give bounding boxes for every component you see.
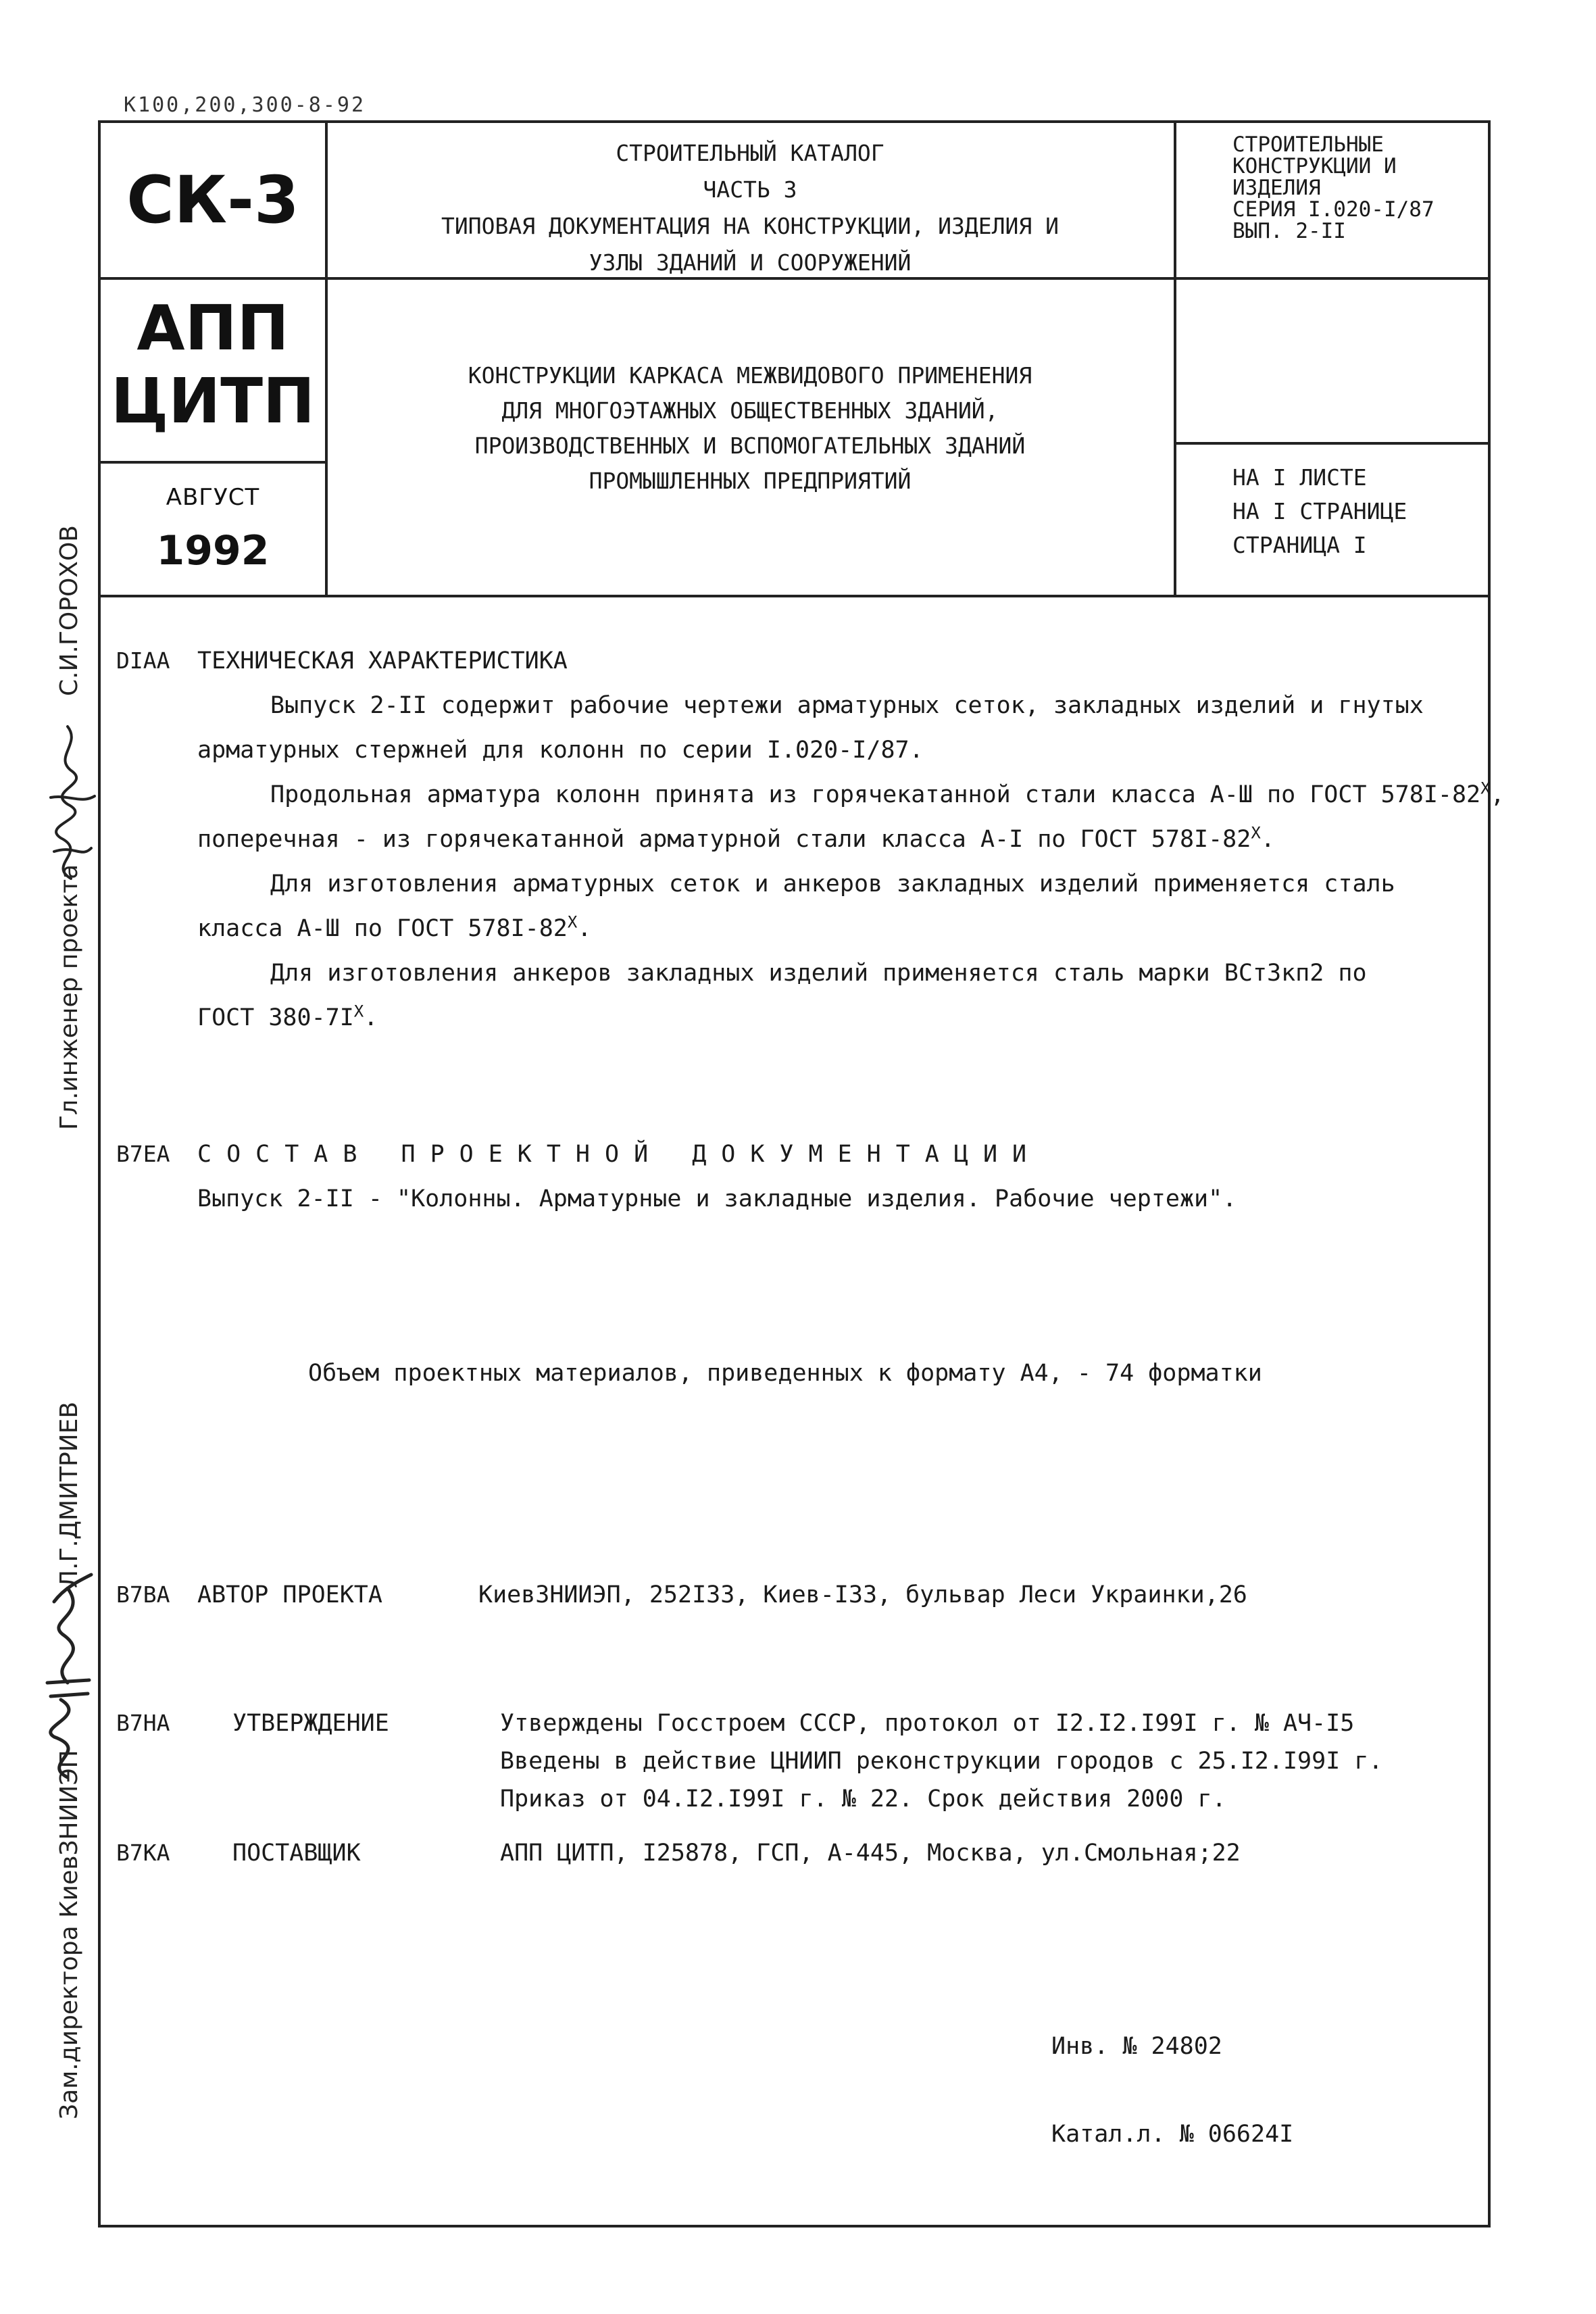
tech-text: ГОСТ 380-7I (197, 1004, 354, 1031)
volume-line: Объем проектных материалов, приведенных к формату А4, - 74 форматки (308, 1360, 1262, 1387)
tech-section-code: DIAA (116, 647, 170, 674)
series-block (1232, 134, 1476, 242)
tech-text: класса А-Ш по ГОСТ 578I-82 (197, 915, 568, 942)
supplier-code: В7КА (116, 1840, 170, 1866)
tech-paragraph-line: Для изготовления арматурных сеток и анкеров закладных изделий применяется сталь (270, 870, 1395, 897)
construction-title-block (328, 358, 1172, 499)
tech-superscript: Х (1251, 823, 1261, 843)
approval-label: УТВЕРЖДЕНИЕ (232, 1710, 389, 1737)
deputy-director-label: Зам.директора КиевЗНИИЭП (55, 1750, 83, 2119)
catalog-title-line: СТРОИТЕЛЬНЫЙ КАТАЛОГ (616, 140, 884, 166)
catalog-title-line: УЗЛЫ ЗДАНИЙ И СООРУЖЕНИЙ (589, 249, 912, 276)
series-line: СЕРИЯ I.020-I/87 (1232, 197, 1435, 222)
publisher-line-1: АПП (136, 292, 289, 364)
tech-paragraph-line: арматурных стержней для колонн по серии I.020-I/87. (197, 737, 924, 764)
catalog-sheet-number: Катал.л. № 06624I (1051, 2121, 1294, 2148)
series-line: ВЫП. 2-II (1232, 219, 1346, 243)
tech-paragraph-line (197, 824, 1481, 854)
supplier-label: ПОСТАВЩИК (232, 1840, 361, 1867)
composition-section-code: В7ЕА (116, 1141, 170, 1167)
header-top-line (98, 120, 1491, 123)
sheet-info-block (1232, 461, 1476, 562)
tech-superscript: Х (353, 1002, 364, 1021)
header-right-divider (1174, 120, 1176, 597)
header-left-divider-2 (98, 461, 325, 464)
tech-text: поперечная - из горячекатанной арматурной стали класса А-I по ГОСТ 578I-82 (197, 826, 1251, 853)
series-line: СТРОИТЕЛЬНЫЕ (1232, 132, 1384, 157)
header-right-divider-2 (1174, 442, 1491, 445)
series-line: КОНСТРУКЦИИ И (1232, 154, 1397, 178)
tech-superscript: Х (567, 912, 578, 932)
inventory-number: Инв. № 24802 (1051, 2033, 1222, 2060)
author-code: В7ВА (116, 1581, 170, 1608)
tech-text: Продольная арматура колонн принята из горячекатанной стали класса А-Ш по ГОСТ 578I-82 (270, 781, 1481, 808)
tech-paragraph-line: Выпуск 2-II содержит рабочие чертежи арматурных сеток, закладных изделий и гнутых (270, 692, 1424, 719)
header-bottom-line (98, 595, 1491, 597)
composition-line: Выпуск 2-II - "Колонны. Арматурные и закладные изделия. Рабочие чертежи". (197, 1185, 1237, 1212)
publisher-logo-text (101, 292, 325, 438)
deputy-director-signature (27, 1561, 108, 1784)
sheet-info-line: НА I ЛИСТЕ (1232, 464, 1367, 491)
construction-title-line: КОНСТРУКЦИИ КАРКАСА МЕЖВИДОВОГО ПРИМЕНЕНИЯ (468, 362, 1032, 389)
supplier-value: АПП ЦИТП, I25878, ГСП, А-445, Москва, ул.Смольная;22 (500, 1840, 1241, 1867)
construction-title-line: ПРОИЗВОДСТВЕННЫХ И ВСПОМОГАТЕЛЬНЫХ ЗДАНИЙ (474, 433, 1026, 459)
tech-paragraph-line (197, 914, 1481, 943)
tech-paragraph-line: Для изготовления анкеров закладных изделий применяется сталь марки ВСт3кп2 по (270, 960, 1367, 987)
catalog-code: СК-3 (126, 162, 299, 238)
approval-line: Утверждены Госстроем СССР, протокол от I2.I2.I99I г. № АЧ-I5 (500, 1710, 1355, 1737)
catalog-title-block (328, 135, 1172, 281)
sheet-info-line: СТРАНИЦА I (1232, 532, 1367, 558)
sheet-info-line: НА I СТРАНИЦЕ (1232, 498, 1407, 524)
series-line: ИЗДЕЛИЯ (1232, 176, 1321, 200)
approval-code: В7НА (116, 1710, 170, 1736)
tech-paragraph-line (270, 780, 1505, 810)
construction-title-line: ДЛЯ МНОГОЭТАЖНЫХ ОБЩЕСТВЕННЫХ ЗДАНИЙ, (501, 397, 999, 424)
catalog-title-line: ТИПОВАЯ ДОКУМЕНТАЦИЯ НА КОНСТРУКЦИИ, ИЗДЕЛИЯ И (441, 213, 1059, 239)
tech-punct: , (1490, 781, 1505, 808)
chief-engineer-signature (34, 716, 108, 885)
issue-month: АВГУСТ (166, 484, 260, 511)
approval-line: Приказ от 04.I2.I99I г. № 22. Срок действия 2000 г. (500, 1786, 1226, 1813)
chief-engineer-label: Гл.инженер проекта (55, 864, 83, 1130)
issue-year: 1992 (156, 527, 270, 574)
chief-engineer-name: С.И.ГОРОХОВ (55, 525, 83, 696)
construction-title-line: ПРОМЫШЛЕННЫХ ПРЕДПРИЯТИЙ (589, 468, 912, 494)
publisher-line-2: ЦИТП (110, 365, 316, 437)
approval-line: Введены в действие ЦНИИП реконструкции городов с 25.I2.I99I г. (500, 1748, 1383, 1775)
tech-superscript: Х (1480, 779, 1491, 798)
tech-punct: . (1260, 826, 1275, 853)
author-label: АВТОР ПРОЕКТА (197, 1581, 382, 1608)
author-value: КиевЗНИИЭП, 252I33, Киев-I33, бульвар Леси Украинки,26 (478, 1581, 1247, 1608)
composition-section-title: СОСТАВ ПРОЕКТНОЙ ДОКУМЕНТАЦИИ (197, 1141, 1042, 1168)
tech-paragraph-line (197, 1003, 1481, 1033)
tech-section-title: ТЕХНИЧЕСКАЯ ХАРАКТЕРИСТИКА (197, 647, 568, 674)
tech-punct: . (364, 1004, 378, 1031)
deputy-director-name: Л.Г.ДМИТРИЕВ (55, 1401, 83, 1588)
catalog-title-line: ЧАСТЬ 3 (703, 176, 797, 203)
tech-punct: . (577, 915, 592, 942)
document-code: К100,200,300-8-92 (124, 93, 366, 117)
